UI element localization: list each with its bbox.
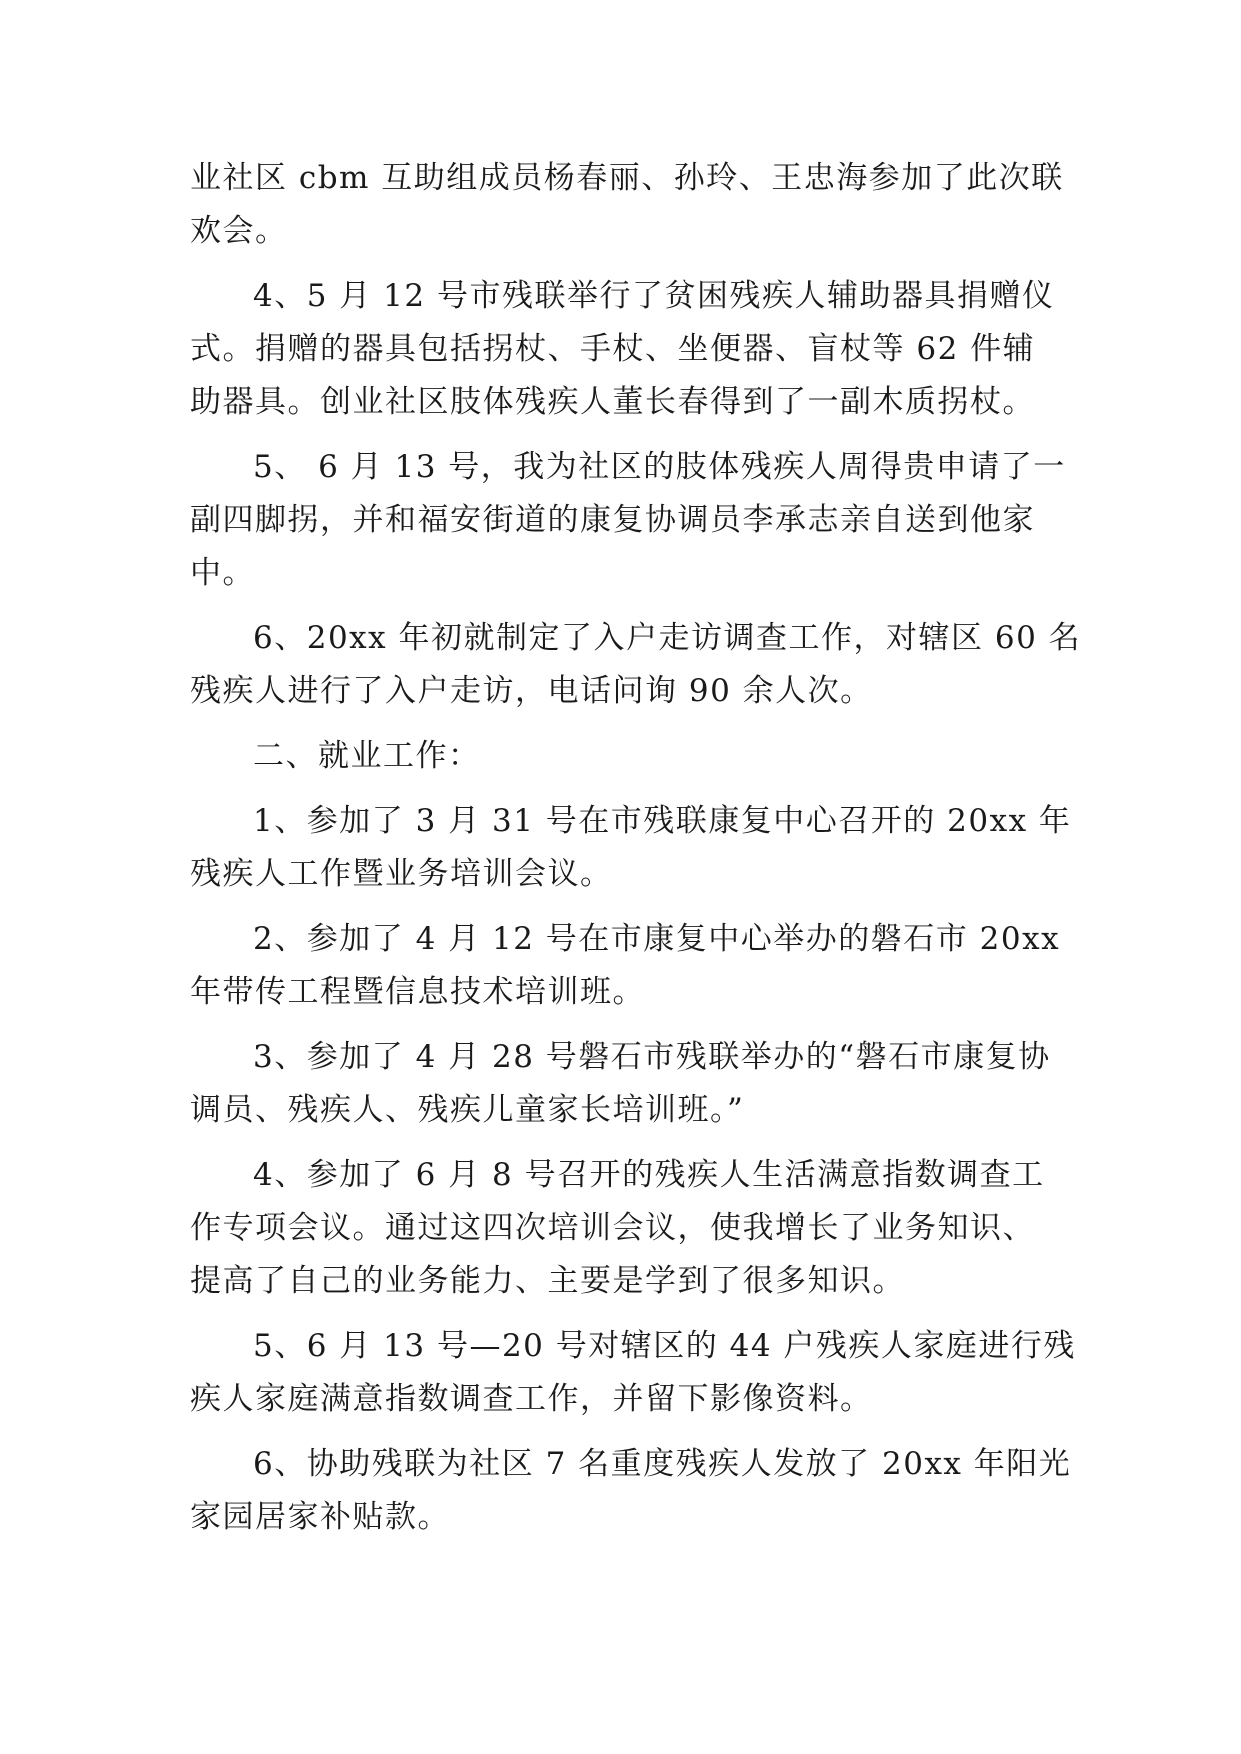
paragraph-line: 4、5 月 12 号市残联举行了贫困残疾人辅助器具捐赠仪	[253, 278, 1055, 314]
paragraph-line: 5、6 月 13 号—20 号对辖区的 44 户残疾人家庭进行残	[253, 1328, 1076, 1364]
paragraph-line: 欢会。	[190, 213, 288, 249]
paragraph-line: 中。	[190, 555, 255, 591]
paragraph-line: 业社区 cbm 互助组成员杨春丽、孙玲、王忠海参加了此次联	[190, 160, 1064, 196]
paragraph-line: 5、 6 月 13 号，我为社区的肢体残疾人周得贵申请了一	[253, 449, 1066, 485]
paragraph-line: 6、20xx 年初就制定了入户走访调查工作，对辖区 60 名	[253, 620, 1082, 656]
paragraph-line: 2、参加了 4 月 12 号在市康复中心举办的磐石市 20xx	[253, 921, 1061, 957]
paragraph-line: 残疾人工作暨业务培训会议。	[190, 856, 613, 892]
paragraph-line: 作专项会议。通过这四次培训会议，使我增长了业务知识、	[190, 1210, 1035, 1246]
section-heading: 二、就业工作：	[253, 738, 481, 774]
paragraph-line: 副四脚拐，并和福安街道的康复协调员李承志亲自送到他家	[190, 502, 1035, 538]
document-body	[190, 152, 1082, 1544]
paragraph-line: 式。捐赠的器具包括拐杖、手杖、坐便器、盲杖等 62 件辅	[190, 331, 1036, 367]
paragraph-line: 提高了自己的业务能力、主要是学到了很多知识。	[190, 1263, 905, 1299]
paragraph-line: 3、参加了 4 月 28 号磐石市残联举办的“磐石市康复协	[253, 1039, 1051, 1075]
paragraph-line: 4、参加了 6 月 8 号召开的残疾人生活满意指数调查工	[253, 1157, 1045, 1193]
paragraph-line: 年带传工程暨信息技术培训班。	[190, 974, 645, 1010]
paragraph-line: 调员、残疾人、残疾儿童家长培训班。”	[190, 1092, 745, 1128]
paragraph-line: 残疾人进行了入户走访，电话问询 90 余人次。	[190, 673, 873, 709]
paragraph-line: 助器具。创业社区肢体残疾人董长春得到了一副木质拐杖。	[190, 384, 1035, 420]
paragraph-line: 家园居家补贴款。	[190, 1499, 450, 1535]
paragraph-line: 疾人家庭满意指数调查工作，并留下影像资料。	[190, 1381, 873, 1417]
paragraph-line: 1、参加了 3 月 31 号在市残联康复中心召开的 20xx 年	[253, 803, 1072, 839]
paragraph-line: 6、协助残联为社区 7 名重度残疾人发放了 20xx 年阳光	[253, 1446, 1072, 1482]
